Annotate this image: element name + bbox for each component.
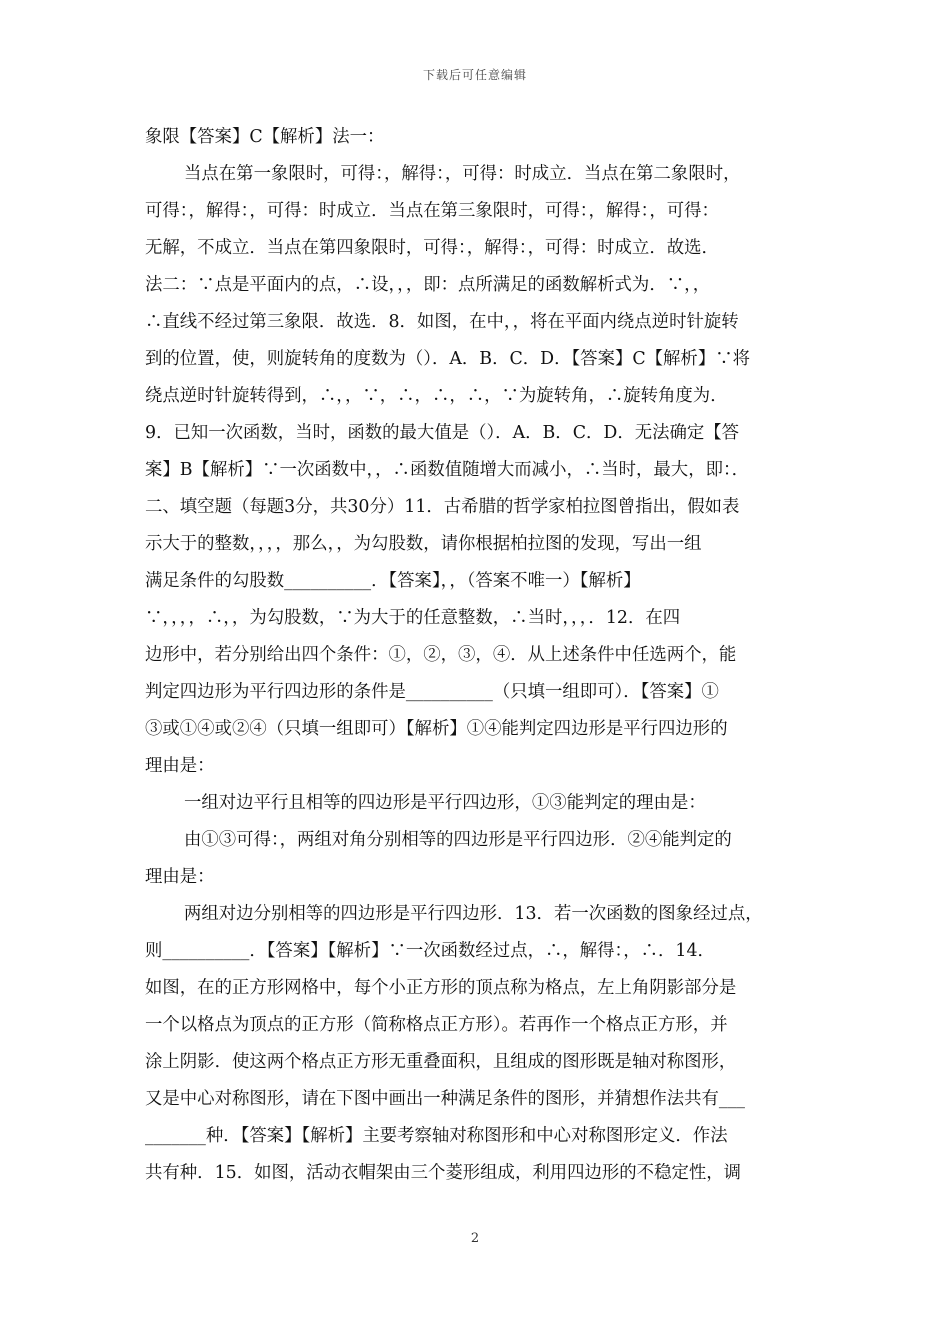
text-line: 可得：，解得：，可得：时成立．当点在第三象限时，可得：，解得：，可得：	[145, 201, 719, 221]
text-line: 象限【答案】C【解析】法一：	[145, 127, 385, 147]
text-line: 无解，不成立．当点在第四象限时，可得：，解得：，可得：时成立．故选．	[145, 238, 719, 258]
page-number: 2	[470, 1231, 480, 1246]
text-line: 理由是：	[145, 867, 215, 887]
text-line: 当点在第一象限时，可得：，解得：，可得：时成立．当点在第二象限时，	[184, 164, 741, 184]
text-line: 一组对边平行且相等的四边形是平行四边形，①③能判定的理由是：	[184, 793, 706, 813]
text-line: 如图，在的正方形网格中，每个小正方形的顶点称为格点，左上角阴影部分是	[145, 978, 737, 998]
text-line: _______种．【答案】【解析】主要考察轴对称图形和中心对称图形定义．作法	[145, 1126, 728, 1146]
text-line: 案】B【解析】∵一次函数中，，∴函数值随增大而减小，∴当时，最大，即：．	[145, 460, 750, 480]
text-line: 共有种．15．如图，活动衣帽架由三个菱形组成，利用四边形的不稳定性，调	[145, 1163, 742, 1183]
text-line: 由①③可得：，两组对角分别相等的四边形是平行四边形．②④能判定的	[184, 830, 732, 850]
page-header: 下载后可任意编辑	[422, 68, 527, 82]
text-line: 则__________．【答案】【解析】∵一次函数经过点，∴，解得：，∴．14．	[145, 941, 715, 961]
text-line: 判定四边形为平行四边形的条件是__________（只填一组即可）．【答案】①	[145, 682, 719, 702]
text-line: 理由是：	[145, 756, 215, 776]
text-line: ③或①④或②④（只填一组即可）【解析】①④能判定四边形是平行四边形的	[145, 719, 728, 739]
text-line: 示大于的整数，，，，那么，，为勾股数，请你根据柏拉图的发现，写出一组	[145, 534, 702, 554]
text-line: 二、填空题（每题3分，共30分）11．古希腊的哲学家柏拉图曾指出，假如表	[145, 497, 740, 517]
text-line: 到的位置，使，则旋转角的度数为（）．A．B．C．D．【答案】C【解析】∵将	[145, 349, 750, 369]
text-line: 涂上阴影．使这两个格点正方形无重叠面积，且组成的图形既是轴对称图形，	[145, 1052, 737, 1072]
text-line: 边形中，若分别给出四个条件：①，②，③，④．从上述条件中任选两个，能	[145, 645, 737, 665]
text-line: 两组对边分别相等的四边形是平行四边形．13．若一次函数的图象经过点，	[184, 904, 763, 924]
document-body	[145, 119, 810, 1192]
text-line: ∵，，，，∴，，为勾股数，∵为大于的任意整数，∴当时，，，．12．在四	[145, 608, 681, 628]
text-line: 法二：∵点是平面内的点，∴设，，，即：点所满足的函数解析式为．∵，，	[145, 275, 711, 295]
text-line: 绕点逆时针旋转得到，∴，，∵，∴，∴，∴，∵为旋转角，∴旋转角度为．	[145, 386, 728, 406]
text-line: 一个以格点为顶点的正方形（简称格点正方形）。若再作一个格点正方形，并	[145, 1015, 728, 1035]
text-line: 满足条件的勾股数__________．【答案】，，（答案不唯一）【解析】	[145, 571, 641, 591]
text-line: ∴直线不经过第三象限．故选．8．如图，在中，，将在平面内绕点逆时针旋转	[145, 312, 739, 332]
text-line: 9．已知一次函数，当时，函数的最大值是（）．A．B．C．D．无法确定【答	[145, 423, 740, 443]
text-line: 又是中心对称图形，请在下图中画出一种满足条件的图形，并猜想作法共有___	[145, 1089, 745, 1109]
